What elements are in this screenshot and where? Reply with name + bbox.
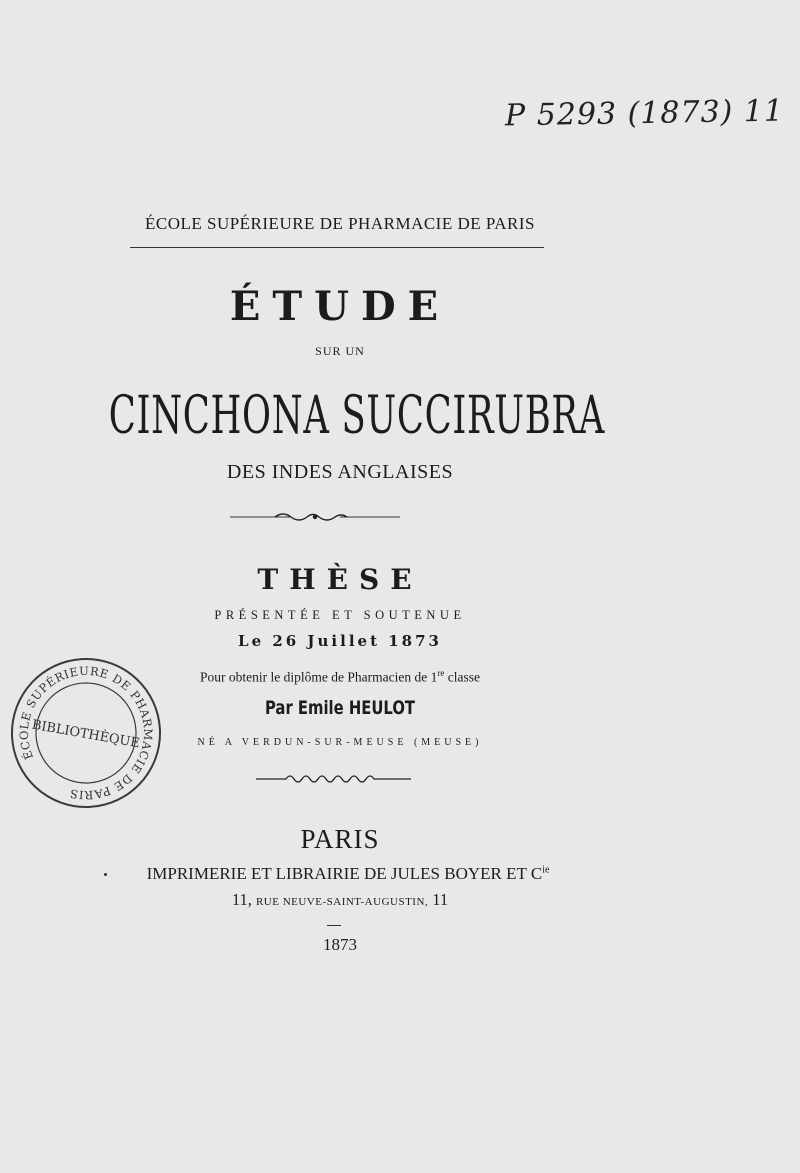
birthplace-line: NÉ A VERDUN-SUR-MEUSE (MEUSE) [197, 737, 483, 748]
title-sur-un: SUR UN [315, 344, 365, 358]
svg-text:ÉCOLE SUPÉRIEURE DE PHARMACIE: ÉCOLE SUPÉRIEURE DE PHARMACIE DE PARIS [16, 663, 156, 803]
defense-date: Le 26 Juillet 1873 [238, 632, 442, 650]
publisher-line: IMPRIMERIE ET LIBRAIRIE DE JULES BOYER ET $C^{ie}$ [146, 864, 550, 883]
diploma-line: Pour obtenir le diplôme de Pharmacien de 1re classe [200, 668, 480, 685]
presentee-line: PRÉSENTÉE ET SOUTENUE [214, 608, 466, 622]
header-rule [130, 247, 544, 248]
title-subject: CINCHONA SUCCIRUBRA [108, 386, 605, 446]
title-origin: DES INDES ANGLAISES [226, 461, 454, 483]
address-line: 11, RUE NEUVE-SAINT-AUGUSTIN, 11 [231, 890, 449, 909]
svg-text:BIBLIOTHÈQUE: BIBLIOTHÈQUE [30, 717, 141, 752]
these-heading: THÈSE [257, 563, 423, 596]
title-etude: ÉTUDE [229, 283, 451, 330]
wavy-divider-ornament [256, 771, 411, 785]
author-line: Par Emile HEULOT [264, 697, 416, 719]
ornament-divider [230, 509, 400, 525]
library-stamp [8, 655, 164, 811]
publication-city: PARIS [300, 824, 380, 854]
year-rule [327, 925, 341, 926]
handwritten-shelfmark: P 5293 (1873) 11 [504, 93, 785, 134]
publication-year: 1873 [323, 935, 357, 954]
school-name: ÉCOLE SUPÉRIEURE DE PHARMACIE DE PARIS [144, 214, 536, 233]
